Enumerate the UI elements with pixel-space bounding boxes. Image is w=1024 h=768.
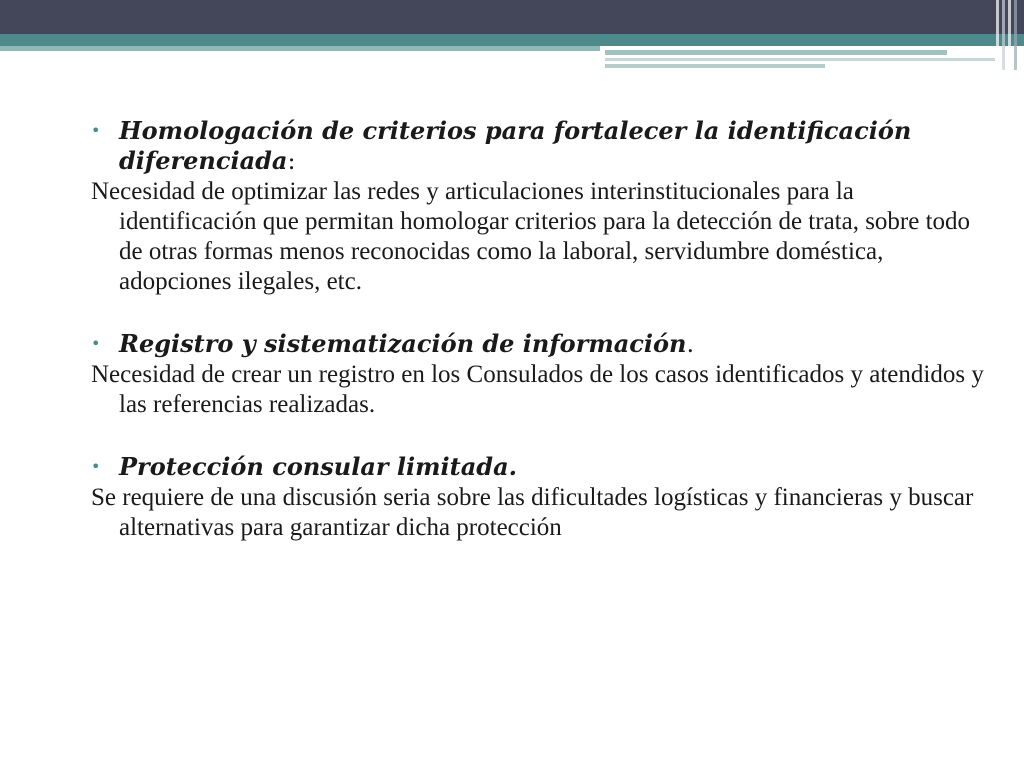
bullet-icon: • xyxy=(91,121,101,140)
item-body: Necesidad de optimizar las redes y articulaciones interinstitucionales para la identificación que permitan homologar criterios para la detección de trata, sobre todo de otras formas menos reconocidas como la laboral, servidumbre doméstica, adopciones ilegales, etc. xyxy=(91,178,971,295)
item-heading-row xyxy=(91,452,991,482)
item-body: Se requiere de una discusión seria sobre las dificultades logísticas y financieras y buscar alternativas para garantizar dicha protección xyxy=(91,484,974,541)
item-heading-row xyxy=(91,329,991,359)
slide-item xyxy=(91,329,991,420)
header-accent-line xyxy=(605,64,825,68)
slide-content xyxy=(91,116,991,543)
header-accent-line xyxy=(0,46,600,51)
bullet-icon: • xyxy=(91,457,101,476)
header-accent-line xyxy=(605,50,947,55)
item-heading: Homologación de criterios para fortalecer la identificación diferenciada: xyxy=(119,116,912,175)
slide-item xyxy=(91,452,991,543)
item-body: Necesidad de crear un registro en los Consulados de los casos identificados y atendidos y las referencias realizadas. xyxy=(91,361,984,418)
slide-item xyxy=(91,116,991,297)
item-heading: Registro y sistematización de información. xyxy=(119,329,695,358)
bullet-icon: • xyxy=(91,334,101,353)
item-heading: Protección consular limitada. xyxy=(119,452,517,481)
header-stripes xyxy=(996,0,1018,70)
header-accent-bar xyxy=(0,34,1024,46)
header-bar xyxy=(0,0,1024,34)
item-heading-row xyxy=(91,116,991,176)
header-accent-line xyxy=(605,58,995,61)
